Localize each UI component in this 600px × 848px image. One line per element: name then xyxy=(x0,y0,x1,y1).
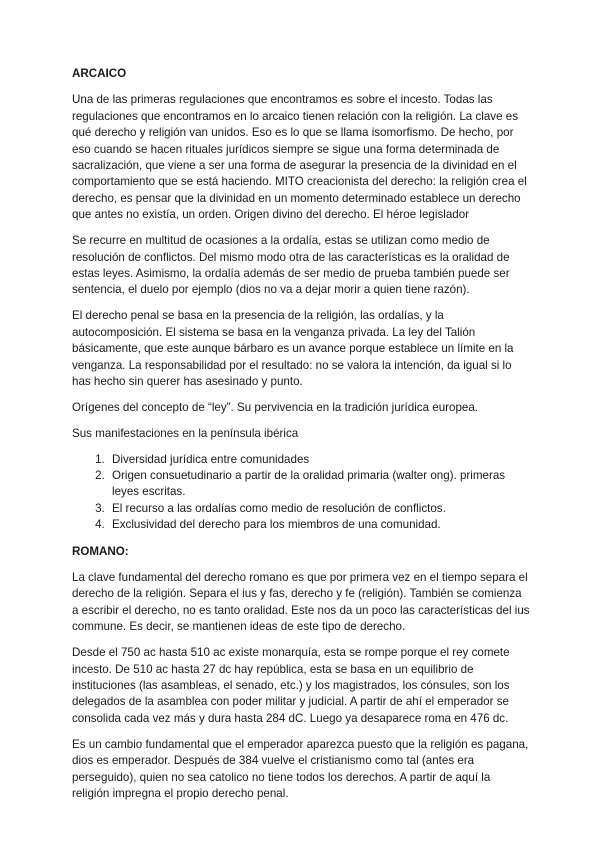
list-item: 4. Exclusividad del derecho para los miembros de una comunidad. xyxy=(108,517,530,533)
section-heading-arcaico: ARCAICO xyxy=(72,67,127,80)
paragraph: El derecho penal se basa en la presencia de la religión, las ordalías, y la autocomposición. El sistema se basa en la venganza privada. La ley del Talión básicamente, que este aunque bárbaro es un avance porque establece un límite en la venganza. La responsabilidad por el resultado: no se valora la intención, da igual si lo has hecho sin querer has asesinado y punto. xyxy=(72,309,514,388)
list-item: 2. Origen consuetudinario a partir de la oralidad primaria (walter ong). primeras leyes escritas. xyxy=(108,468,530,501)
paragraph: Sus manifestaciones en la península ibérica xyxy=(72,426,299,440)
numbered-list xyxy=(72,452,530,534)
section-heading-romano: ROMANO: xyxy=(72,544,129,558)
document-page xyxy=(72,66,530,812)
list-item: 3. El recurso a las ordalías como medio de resolución de conflictos. xyxy=(108,501,530,517)
paragraph: Una de las primeras regulaciones que encontramos es sobre el incesto. Todas las regulaciones que encontramos en lo arcaico tienen relación con la religión. La clave es qué derecho y religión van unidos. Eso es lo que se llama isomorfismo. De hecho, por eso cuando se hacen rituales jurídicos siempre se sigue una forma determinada de sacralización, que viene a ser una forma de asegurar la presencia de la divinidad en el comportamiento que se está haciendo. MITO creacionista del derecho: la religión crea el derecho, es pensar que la divinidad en un momento determinado establece un derecho que antes no existía, un orden. Origen divino del derecho. El héroe legislador xyxy=(72,93,527,222)
paragraph: Desde el 750 ac hasta 510 ac existe monarquía, esta se rompe porque el rey comete incesto. De 510 ac hasta 27 dc hay república, esta se basa en un equilibrio de instituciones (las asambleas, el senado, etc.) y los magistrados, los cónsules, son los delegados de la asamblea con poder militar y judicial. A partir de ahí el emperador se consolida cada vez más y dura hasta 284 dC. Luego ya desaparece roma en 476 dc. xyxy=(72,646,510,725)
paragraph: Es un cambio fundamental que el emperador aparezca puesto que la religión es pagana, dios es emperador. Después de 384 vuelve el cristianismo como tal (antes era perseguido), quien no sea catolico no tiene todos los derechos. A partir de aquí la religión impregna el propio derecho penal. xyxy=(72,737,529,800)
list-item: 1. Diversidad jurídica entre comunidades xyxy=(108,452,530,468)
paragraph: Se recurre en multitud de ocasiones a la ordalía, estas se utilizan como medio de resolución de conflictos. Del mismo modo otra de las características es la oralidad de estas leyes. Asimismo, la ordalía además de ser medio de prueba también puede ser sentencia, el duelo por ejemplo (dios no va a dejar morir a quien tiene razón). xyxy=(72,234,510,297)
paragraph: La clave fundamental del derecho romano es que por primera vez en el tiempo separa el derecho de la religión. Separa el ius y fas, derecho y fe (religión). También se comienza a escribir el derecho, no es tanto oralidad. Este nos da un poco las características del ius commune. Es decir, se mantienen ideas de este tipo de derecho. xyxy=(72,571,530,634)
paragraph: Orígenes del concepto de “ley”. Su pervivencia en la tradición jurídica europea. xyxy=(72,400,479,414)
